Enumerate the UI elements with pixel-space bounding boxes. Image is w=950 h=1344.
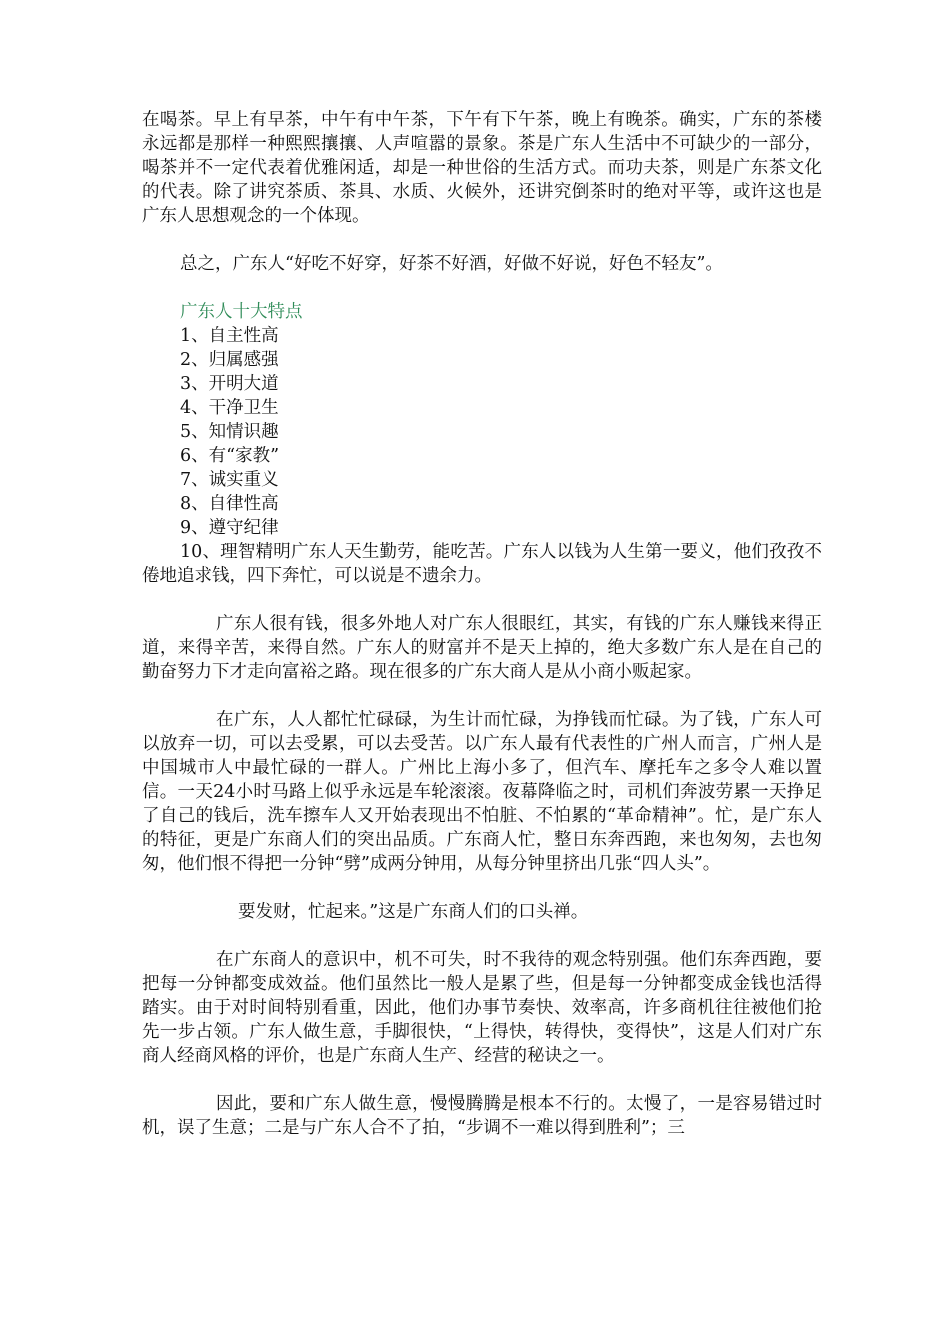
list-item: 2、归属感强 [180,350,279,370]
paragraph-slogan: 要发财，忙起来。”这是广东商人们的口头禅。 [238,902,589,922]
paragraph-time: 在广东商人的意识中，机不可失，时不我待的观念特别强。他们东奔西跑，要把每一分钟都变成效益。他们虽然比一般人是累了些，但是每一分钟都变成金钱也活得踏实。由于对时间特别看重，因此，他们办事节奏快、效率高，许多商机往往被他们抢先一步占领。广东人做生意，手脚很快，“上得快，转得快，变得快”，这是人们对广东商人经商风格的评价，也是广东商人生产、经营的秘诀之一。 [142,950,822,1066]
list-item: 6、有“家教” [180,446,280,466]
traits-list [142,324,822,540]
paragraph-business: 因此，要和广东人做生意，慢慢腾腾是根本不行的。太慢了，一是容易错过时机，误了生意；二是与广东人合不了拍，“步调不一难以得到胜利”；三 [142,1094,822,1138]
list-item: 8、自律性高 [180,494,279,514]
paragraph-gap [142,228,822,252]
paragraph-gap [142,276,822,300]
list-item: 7、诚实重义 [180,470,279,490]
paragraph-gap [142,588,822,612]
list-item: 1、自主性高 [180,326,279,346]
list-item: 3、开明大道 [180,374,279,394]
section-title: 广东人十大特点 [180,302,303,322]
paragraph-busy: 在广东，人人都忙忙碌碌，为生计而忙碌，为挣钱而忙碌。为了钱，广东人可以放弃一切，可以去受累，可以去受苦。以广东人最有代表性的广州人而言，广州人是中国城市人中最忙碌的一群人。广州比上海小多了，但汽车、摩托车之多令人难以置信。一天24小时马路上似乎永远是车轮滚滚。夜幕降临之时，司机们奔波劳累一天挣足了自己的钱后，洗车擦车人又开始表现出不怕脏、不怕累的“革命精神”。忙，是广东人的特征，更是广东商人们的突出品质。广东商人忙，整日东奔西跑，来也匆匆，去也匆匆，他们恨不得把一分钟“劈”成两分钟用，从每分钟里挤出几张“四人头”。 [142,710,822,874]
paragraph-wealth: 广东人很有钱，很多外地人对广东人很眼红，其实，有钱的广东人赚钱来得正道，来得辛苦，来得自然。广东人的财富并不是天上掉的，绝大多数广东人是在自己的勤奋努力下才走向富裕之路。现在很多的广东大商人是从小商小贩起家。 [142,614,822,682]
list-item-last: 10、理智精明广东人天生勤劳，能吃苦。广东人以钱为人生第一要义，他们孜孜不倦地追求钱，四下奔忙，可以说是不遗余力。 [142,542,822,586]
list-item: 4、干净卫生 [180,398,279,418]
paragraph-gap [142,1068,822,1092]
paragraph-summary: 总之，广东人“好吃不好穿，好茶不好酒，好做不好说，好色不轻友”。 [180,254,723,274]
paragraph-gap [142,684,822,708]
list-item: 9、遵守纪律 [180,518,279,538]
paragraph-gap [142,924,822,948]
document-body [142,108,822,1140]
paragraph-tea-culture: 在喝茶。早上有早茶，中午有中午茶，下午有下午茶，晚上有晚茶。确实，广东的茶楼永远都是那样一种熙熙攘攘、人声喧嚣的景象。茶是广东人生活中不可缺少的一部分，喝茶并不一定代表着优雅闲适，却是一种世俗的生活方式。而功夫茶，则是广东茶文化的代表。除了讲究茶质、茶具、水质、火候外，还讲究倒茶时的绝对平等，或许这也是广东人思想观念的一个体现。 [142,110,822,226]
paragraph-gap [142,876,822,900]
list-item: 5、知情识趣 [180,422,279,442]
